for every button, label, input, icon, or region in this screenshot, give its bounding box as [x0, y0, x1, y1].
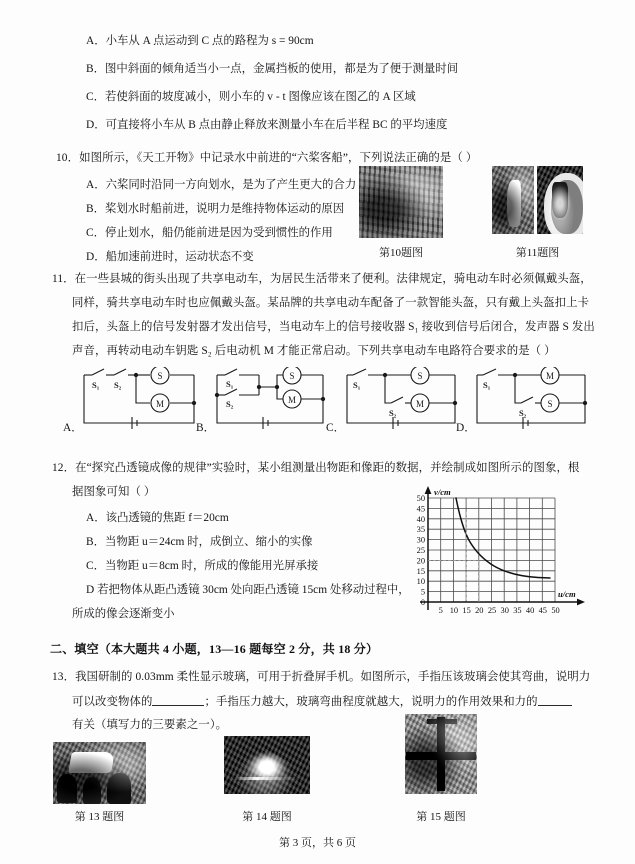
svg-text:40: 40: [525, 606, 535, 615]
svg-text:S: S: [289, 371, 295, 381]
q9-option-c: C．若使斜面的坡度减小，则小车的 v - t 图像应该在图乙的 A 区域: [86, 91, 416, 103]
q13-blank-1[interactable]: [152, 694, 204, 706]
q11-stem-line-1: 11．在一些县城的街头出现了共享电动车，为居民生活带来了便利。法律规定，骑电动车时必须佩戴头盔，: [52, 273, 592, 285]
q11-figure-caption: 第11题图: [515, 247, 560, 259]
fig14-caption: 第 14 题图: [242, 811, 292, 823]
svg-text:20: 20: [416, 556, 425, 566]
fig15-image: [405, 714, 477, 794]
q11-circuit-b-letter: B．: [196, 422, 215, 434]
fig13-image: [53, 742, 146, 804]
svg-text:10: 10: [449, 606, 459, 615]
fig15-caption: 第 15 题图: [416, 811, 466, 823]
q10-option-a: A．六桨同时沿同一方向划水，是为了产生更大的合力: [86, 179, 357, 191]
q10-figure-image: [359, 166, 443, 238]
q12-option-c: C．当物距 u＝8cm 时，所成的像能用光屏承接: [86, 560, 319, 572]
section-two-heading: 二、填空（本大题共 4 小题，13—16 题每空 2 分，共 18 分）: [50, 642, 379, 656]
q13-line-3: 有关（填写力的三要素之一）。: [72, 719, 228, 731]
q10-option-b: B．桨划水时船前进，说明力是维持物体运动的原因: [86, 203, 345, 215]
svg-text:5: 5: [438, 606, 443, 615]
q11-figure-image-rider: [492, 166, 534, 234]
q12-option-d: D 若把物体从距凸透镜 30cm 处向距凸透镜 15cm 处移动过程中，: [86, 584, 410, 596]
chart-xlabel: u/cm: [558, 589, 576, 599]
fig13-caption: 第 13 题图: [74, 811, 125, 823]
svg-text:S: S: [157, 371, 163, 381]
q10-stem: 10．如图所示，《天工开物》中记录水中前进的“六桨客船”，下列说法正确的是（ ）: [56, 152, 478, 164]
svg-text:M: M: [287, 395, 297, 405]
svg-text:S₁: S₁: [483, 380, 491, 390]
svg-text:S₁: S₁: [353, 380, 361, 390]
q13-line-1: 13．我国研制的 0.03mm 柔性显示玻璃，可用于折叠屏手机。如图所示，手指压该玻璃会使其弯曲，说明力: [52, 671, 591, 683]
q10-option-d: D．船加速前进时，运动状态不变: [86, 251, 254, 263]
svg-text:5: 5: [420, 587, 425, 597]
svg-text:15: 15: [462, 606, 471, 615]
q9-option-a: A．小车从 A 点运动到 C 点的路程为 s = 90cm: [86, 35, 314, 47]
svg-text:S₁: S₁: [92, 380, 100, 390]
fig14-image: [224, 736, 310, 794]
svg-text:M: M: [415, 399, 425, 409]
svg-text:35: 35: [416, 525, 425, 535]
q11-figure-image-helmet: [537, 166, 583, 234]
chart-ylabel: v/cm: [434, 487, 451, 497]
svg-text:S: S: [417, 371, 423, 381]
q13-line-2: 可以改变物体的 ；手指压力越大，玻璃弯曲程度就越大，说明力的作用效果和力的: [72, 694, 572, 709]
svg-text:S₂: S₂: [114, 380, 122, 390]
svg-text:20: 20: [475, 606, 484, 615]
svg-text:15: 15: [416, 566, 425, 576]
q11-stem-line-3: 扣后，头盔上的信号发射器才发出信号，当电动车上的信号接收器 S₁ 接收到信号后闭合，发声器 S 发出: [72, 321, 595, 333]
q9-option-b: B．图中斜面的倾角适当小一点，金属挡板的使用，都是为了便于测量时间: [86, 63, 459, 75]
svg-text:10: 10: [416, 577, 425, 587]
svg-text:50: 50: [551, 606, 560, 615]
svg-text:25: 25: [416, 546, 425, 555]
q12-stem-line-1: 12．在“探究凸透镜成像的规律”实验时，某小组测量出物距和像距的数据，并绘制成如图所示的图象，根: [52, 462, 580, 474]
svg-text:0: 0: [420, 598, 425, 607]
svg-text:30: 30: [500, 606, 509, 615]
q12-stem-line-2: 据图象可知（ ）: [72, 486, 156, 498]
page-footer: 第 3 页，共 6 页: [279, 837, 356, 849]
q11-circuit-c-letter: C．: [326, 422, 345, 434]
q9-option-d: D．可直接将小车从 B 点由静止释放来测量小车在后半程 BC 的平均速度: [86, 119, 448, 131]
q12-option-b: B．当物距 u＝24cm 时，成倒立、缩小的实像: [86, 536, 313, 548]
q10-figure-caption: 第10题图: [379, 247, 423, 259]
svg-text:35: 35: [513, 606, 522, 615]
svg-text:40: 40: [416, 514, 425, 524]
svg-text:S₁: S₁: [226, 379, 234, 389]
svg-text:S₂: S₂: [519, 408, 527, 418]
svg-text:S: S: [547, 399, 553, 409]
lens-image-distance-chart: [398, 484, 598, 616]
q11-circuit-b: [211, 367, 329, 431]
q11-circuit-a: [78, 367, 200, 431]
q11-circuit-a-letter: A．: [63, 422, 83, 434]
svg-text:25: 25: [487, 606, 497, 615]
q12-option-d-cont: 所成的像会逐渐变小: [72, 608, 175, 620]
svg-text:S₂: S₂: [389, 408, 397, 418]
svg-text:M: M: [155, 399, 165, 409]
svg-text:50: 50: [416, 494, 425, 503]
q11-circuit-d-letter: D．: [456, 422, 476, 434]
q11-stem-line-4: 声音，再转动电动车钥匙 S₂ 后电动机 M 才能正常启动。下列共享电动车电路符合要求的是（ ）: [72, 345, 556, 357]
q12-option-a: A．该凸透镜的焦距 f＝20cm: [86, 512, 229, 524]
svg-text:M: M: [545, 371, 555, 381]
svg-text:45: 45: [416, 504, 425, 514]
svg-text:S₂: S₂: [226, 399, 234, 409]
q10-option-c: C．停止划水，船仍能前进是因为受到惯性的作用: [86, 227, 333, 239]
q11-circuit-d: [471, 367, 591, 431]
q11-stem-line-2: 同样，骑共享电动车时也应佩戴头盔。某品牌的共享电动车配备了一款智能头盔，只有戴上头盔扣上卡: [72, 297, 590, 309]
svg-text:45: 45: [538, 606, 547, 615]
q11-circuit-c: [341, 367, 461, 431]
q13-blank-2[interactable]: [538, 694, 572, 706]
svg-text:30: 30: [416, 535, 425, 545]
